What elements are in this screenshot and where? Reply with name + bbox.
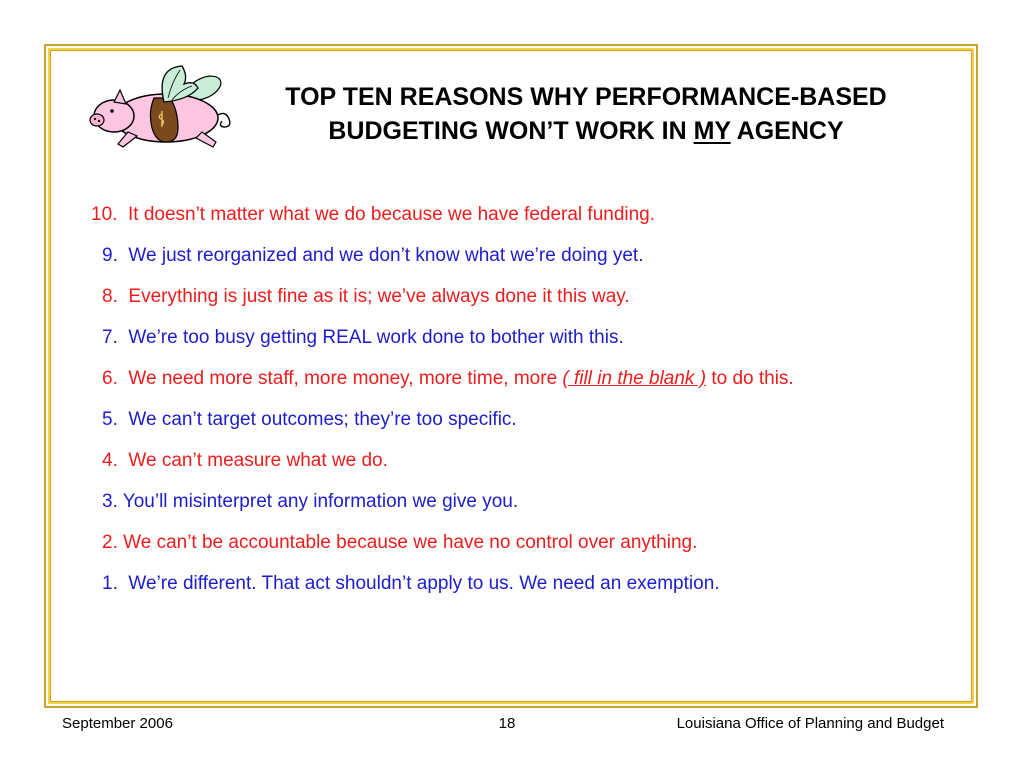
reason-number: 2. [102, 532, 118, 553]
reason-number: 3. [102, 491, 118, 512]
reason-number: 8. [102, 286, 118, 307]
reason-number: 7. [102, 327, 118, 348]
reason-text: It doesn’t matter what we do because we have federal funding. [127, 204, 656, 225]
reason-text: We can’t measure what we do. [128, 450, 388, 471]
reason-8 [102, 285, 630, 309]
title-line-2-prefix: BUDGETING WON’T WORK IN [328, 117, 694, 145]
title-line-2-suffix: AGENCY [730, 117, 844, 145]
reason-number: 1. [102, 573, 118, 594]
reason-number: 6. [102, 368, 118, 389]
title-line-1: TOP TEN REASONS WHY PERFORMANCE-BASED [285, 83, 887, 111]
footer-page-number: 18 [498, 715, 516, 732]
reason-3 [102, 490, 518, 514]
reason-10 [91, 203, 655, 227]
reason-text: We’re too busy getting REAL work done to bother with this. [128, 327, 624, 348]
reason-number: 5. [102, 409, 118, 430]
reason-2 [102, 531, 697, 555]
reason-5 [102, 408, 517, 432]
footer-date: September 2006 [62, 715, 173, 732]
reason-1 [102, 572, 720, 596]
reason-text: We’re different. That act shouldn’t apply to us. We need an exemption. [128, 573, 720, 594]
reason-4 [102, 449, 388, 473]
reason-number: 4. [102, 450, 118, 471]
reason-9 [102, 244, 643, 268]
reason-text: Everything is just fine as it is; we’ve always done it this way. [128, 286, 630, 307]
reason-6 [102, 367, 794, 391]
title-emphasis-my: MY [693, 117, 731, 145]
reason-7 [102, 326, 624, 350]
reason-text: We can’t be accountable because we have no control over anything. [123, 532, 698, 553]
reason-text-end: to do this. [706, 368, 794, 389]
reason-number: 10. [91, 204, 118, 225]
reason-number: 9. [102, 245, 118, 266]
reason-text: You’ll misinterpret any information we give you. [122, 491, 519, 512]
fill-in-the-blank: ( fill in the blank ) [562, 368, 707, 389]
reason-text: We can’t target outcomes; they’re too specific. [128, 409, 517, 430]
reason-text: We just reorganized and we don’t know what we’re doing yet. [128, 245, 644, 266]
footer-organization: Louisiana Office of Planning and Budget [676, 715, 944, 732]
reason-text: We need more staff, more money, more time, more [128, 368, 563, 389]
